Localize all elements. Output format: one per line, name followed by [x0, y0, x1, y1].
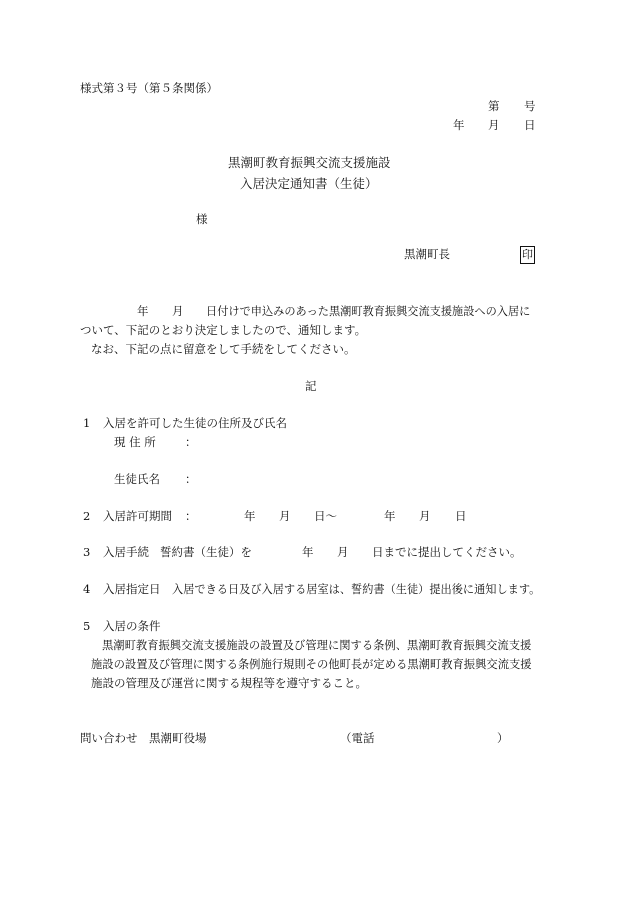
issuer-name: 黒潮町長: [404, 247, 450, 261]
item5-line-2: 施設の設置及び管理に関する条例施行規則その他町長が定める黒潮町教育振興交流支援: [91, 658, 532, 671]
item2-day-1: 日～: [314, 509, 337, 523]
item3-year: 年: [302, 545, 314, 559]
item2-month-1: 月: [279, 509, 291, 523]
doc-number-dai: 第: [488, 99, 500, 113]
addressee-suffix: 様: [196, 212, 208, 226]
item1-address-colon: ：: [185, 435, 197, 449]
item5-line-3: 施設の管理及び運営に関する規程等を遵守すること。: [91, 676, 367, 690]
ki-heading: 記: [305, 379, 317, 393]
item5-number: 5: [83, 619, 91, 633]
title-line-1: 黒潮町教育振興交流支援施設: [228, 155, 391, 170]
title-line-2: 入居決定通知書（生徒）: [240, 176, 378, 191]
footer-label: 問い合わせ: [80, 731, 138, 745]
item1-address-label: 現 住 所: [114, 435, 156, 449]
item3-number: 3: [83, 545, 91, 559]
item2-day-2: 日: [455, 509, 467, 523]
item5-line-1: 黒潮町教育振興交流支援施設の設置及び管理に関する条例、黒潮町教育振興交流支援: [102, 639, 532, 652]
item2-year-2: 年: [384, 509, 396, 523]
date-day: 日: [524, 118, 536, 132]
item2-label: 入居許可期間: [103, 509, 172, 523]
item1-title: 入居を許可した生徒の住所及び氏名: [103, 416, 287, 430]
seal-stamp: 印: [520, 246, 535, 264]
body-date-month: 月: [172, 304, 184, 318]
item1-name-colon: ：: [185, 472, 197, 486]
item3-text-1: 誓約書（生徒）を: [160, 545, 252, 559]
item5-title: 入居の条件: [103, 619, 161, 633]
date-month: 月: [488, 118, 500, 132]
item2-month-2: 月: [419, 509, 431, 523]
item4-number: 4: [83, 582, 91, 596]
item4-label: 入居指定日: [103, 582, 161, 596]
footer-tel-close: ）: [497, 731, 509, 745]
item2-number: 2: [83, 509, 91, 523]
footer-office: 黒潮町役場: [149, 731, 207, 745]
item2-colon: ：: [185, 509, 197, 523]
footer-tel-open: （電話: [340, 731, 375, 745]
item3-month: 月: [337, 545, 349, 559]
date-year: 年: [453, 118, 465, 132]
item1-name-label: 生徒氏名: [114, 472, 160, 486]
form-number: 様式第３号（第５条関係）: [80, 81, 218, 95]
item3-text-2: 日までに提出してください。: [372, 545, 522, 559]
body-date-year: 年: [137, 304, 149, 318]
body-line-1: 日付けで申込みのあった黒潮町教育振興交流支援施設への入居に: [206, 305, 531, 318]
doc-number-go: 号: [524, 99, 536, 113]
item1-number: 1: [83, 416, 91, 430]
item2-year-1: 年: [244, 509, 256, 523]
body-line-3: なお、下記の点に留意をして手続をしてください。: [91, 342, 356, 356]
item3-label: 入居手続: [103, 545, 149, 559]
item4-text: 入居できる日及び入居する居室は、誓約書（生徒）提出後に通知します。: [172, 583, 541, 596]
body-line-2: ついて、下記のとおり決定しましたので、通知します。: [80, 323, 367, 337]
